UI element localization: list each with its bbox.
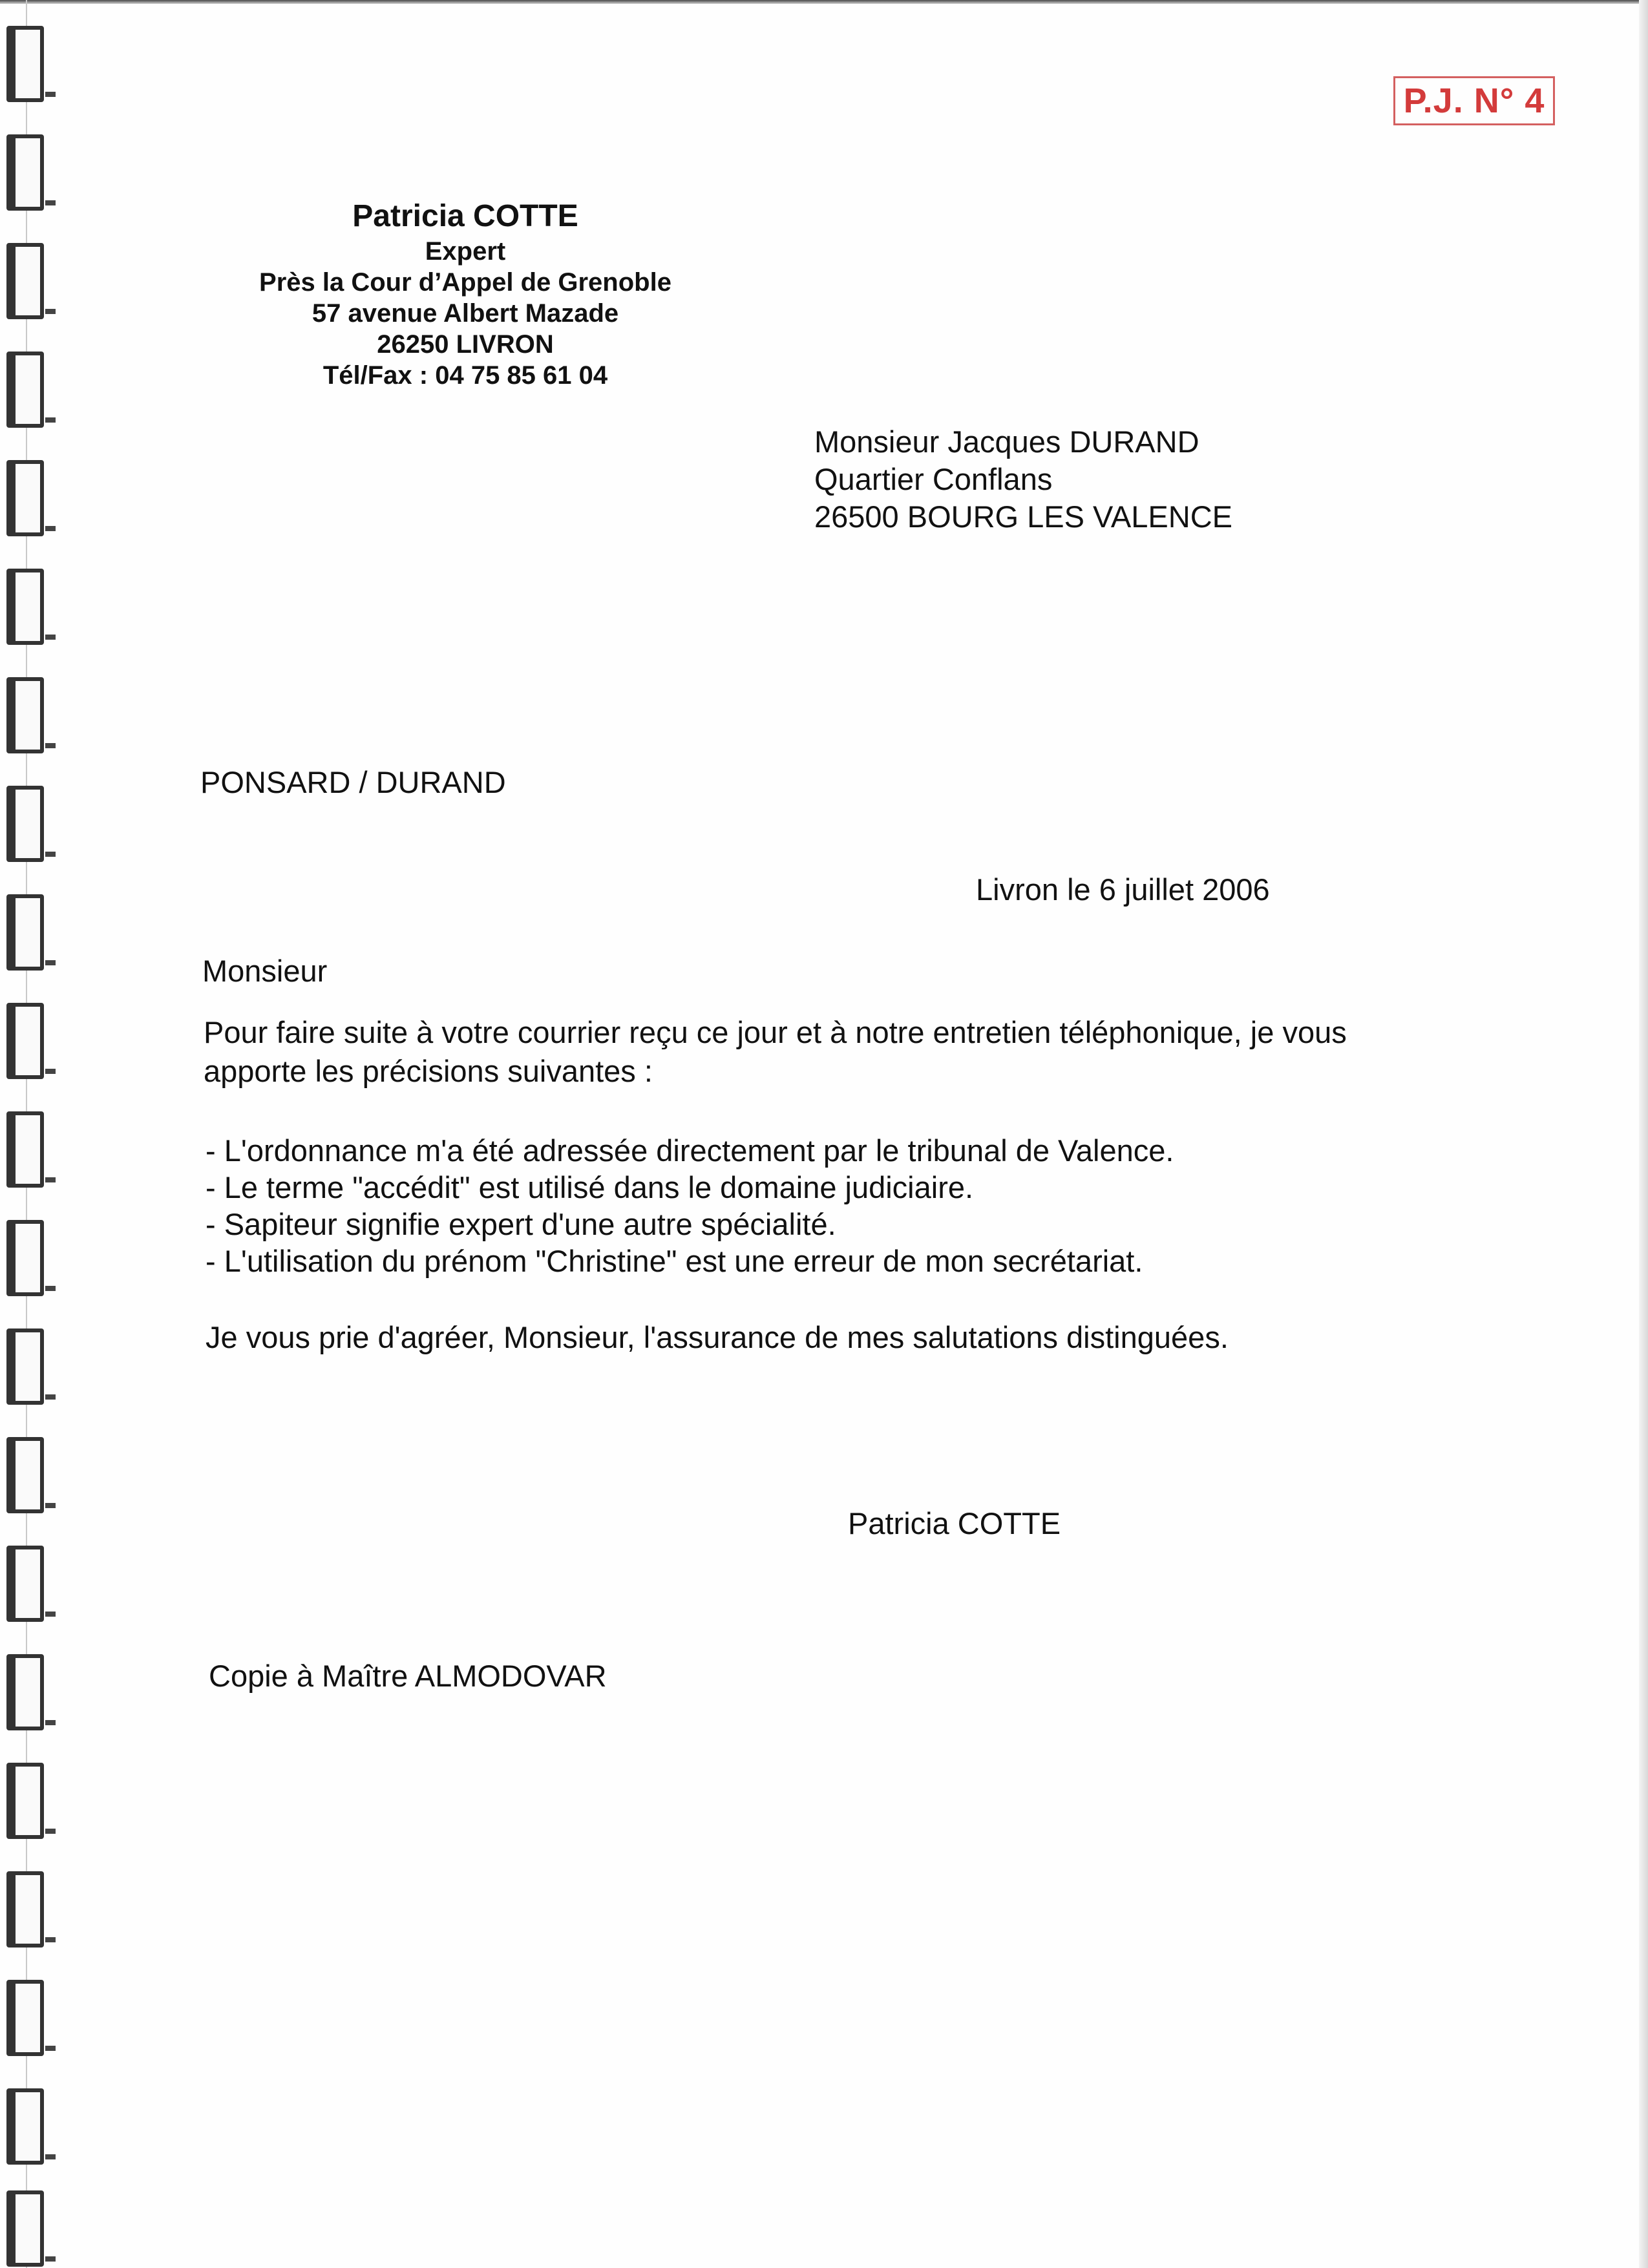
salutation: Monsieur bbox=[202, 954, 328, 988]
recipient-block bbox=[814, 423, 1232, 536]
binding-ring bbox=[6, 352, 44, 428]
binding-ring bbox=[6, 1654, 44, 1730]
intro-line: apporte les précisions suivantes : bbox=[204, 1054, 653, 1088]
binding-ring bbox=[6, 569, 44, 645]
binding-ring bbox=[6, 2088, 44, 2165]
binding-ring bbox=[6, 1871, 44, 1948]
sender-court: Près la Cour d’Appel de Grenoble bbox=[259, 268, 671, 297]
copy-recipient: Copie à Maître ALMODOVAR bbox=[209, 1659, 607, 1693]
binding-ring bbox=[6, 1546, 44, 1622]
binding-spine bbox=[0, 0, 71, 2268]
scan-top-edge bbox=[0, 0, 1648, 4]
binding-ring bbox=[6, 894, 44, 971]
binding-ring bbox=[6, 1003, 44, 1079]
letter-date: Livron le 6 juillet 2006 bbox=[976, 872, 1270, 907]
binding-ring bbox=[6, 1111, 44, 1188]
sender-block bbox=[213, 197, 717, 391]
closing-formula: Je vous prie d'agréer, Monsieur, l'assurance de mes salutations distinguées. bbox=[206, 1320, 1229, 1354]
recipient-name: Monsieur Jacques DURAND bbox=[814, 425, 1199, 459]
sender-city: 26250 LIVRON bbox=[377, 330, 554, 359]
sender-phone: Tél/Fax : 04 75 85 61 04 bbox=[322, 361, 608, 390]
binding-ring bbox=[6, 2190, 44, 2267]
scan-right-edge bbox=[1639, 0, 1648, 2268]
sender-title: Expert bbox=[425, 237, 506, 266]
recipient-street: Quartier Conflans bbox=[814, 462, 1053, 496]
intro-line: Pour faire suite à votre courrier reçu ce jour et à notre entretien téléphonique, je vous bbox=[204, 1015, 1347, 1049]
binding-ring bbox=[6, 1220, 44, 1296]
sender-street: 57 avenue Albert Mazade bbox=[312, 299, 619, 328]
list-item: - Le terme "accédit" est utilisé dans le domaine judiciaire. bbox=[206, 1170, 974, 1204]
binding-ring bbox=[6, 243, 44, 319]
list-item: - L'utilisation du prénom "Christine" est une erreur de mon secrétariat. bbox=[206, 1244, 1143, 1278]
intro-paragraph bbox=[204, 1013, 1347, 1091]
binding-ring bbox=[6, 134, 44, 211]
binding-ring bbox=[6, 677, 44, 753]
binding-ring bbox=[6, 1763, 44, 1839]
attachment-stamp: P.J. N° 4 bbox=[1393, 76, 1555, 125]
binding-ring bbox=[6, 460, 44, 536]
binding-ring bbox=[6, 1437, 44, 1513]
binding-ring bbox=[6, 1328, 44, 1405]
recipient-city: 26500 BOURG LES VALENCE bbox=[814, 499, 1232, 534]
clarification-list bbox=[206, 1132, 1174, 1279]
list-item: - Sapiteur signifie expert d'une autre spécialité. bbox=[206, 1207, 836, 1241]
binding-ring bbox=[6, 26, 44, 102]
sender-name: Patricia COTTE bbox=[352, 199, 578, 233]
signature: Patricia COTTE bbox=[848, 1506, 1061, 1540]
list-item: - L'ordonnance m'a été adressée directement par le tribunal de Valence. bbox=[206, 1133, 1174, 1168]
binding-ring bbox=[6, 1980, 44, 2056]
case-reference: PONSARD / DURAND bbox=[200, 765, 506, 799]
binding-ring bbox=[6, 786, 44, 862]
